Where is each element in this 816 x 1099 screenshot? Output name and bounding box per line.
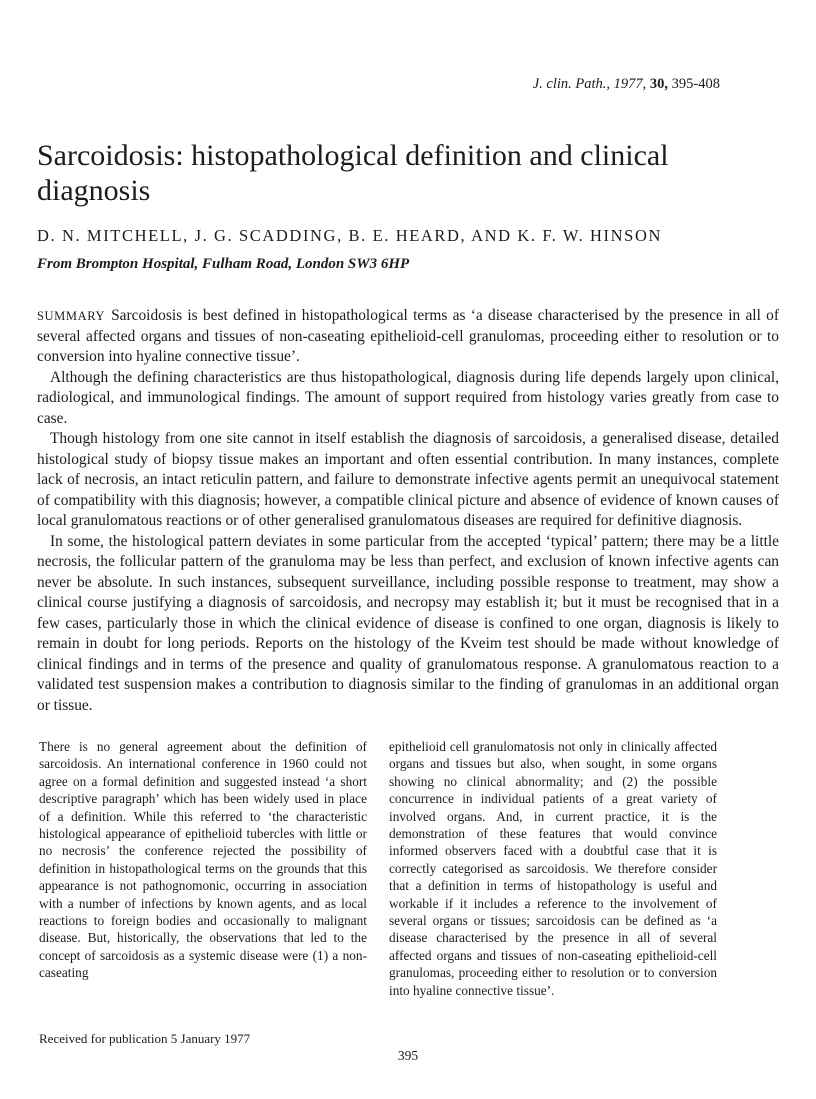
body-paragraph: There is no general agreement about the definition of sarcoidosis. An international conference in 1960 could not agree on a formal definition and suggested instead ‘a short descriptive paragraph’ which has been widely used in place of a definition. While this referred to ‘the characteristic histological appearance of epithelioid tubercles with little or no necrosis’ the conference rejected the possibility of definition in histopathological terms on the grounds that this appearance is not pathognomonic, occurring in association with a number of infections by known agents, and as local reactions to foreign bodies and occasionally to malignant disease. But, historically, the observations that led to the concept of sarcoidosis as a systemic disease were (1) a non-caseating [39, 739, 367, 981]
summary-paragraph: Although the defining characteristics are thus histopathological, diagnosis during life depends largely upon clinical, radiological, and immunological findings. The amount of support required from histology varies greatly from case to case. [37, 368, 779, 427]
summary-paragraph: In some, the histological pattern deviates in some particular from the accepted ‘typical’ pattern; there may be a little necrosis, the follicular pattern of the granuloma may be less than perfect, and exclusion of known infective agents can never be absolute. In such instances, subsequent surveillance, including possible response to treatment, may show a clinical course justifying a diagnosis of sarcoidosis, and necropsy may establish it; but it must be recognised that in a few cases, particularly those in which the clinical evidence of disease is confined to one organ, diagnosis is likely to remain in doubt for long periods. Reports on the histology of the Kveim test should be made without knowledge of clinical findings and in terms of the presence and quality of granulomatous response. A granulomatous reaction to a validated test suspension makes a contribution to diagnosis similar to the finding of granulomas in an additional organ or tissue. [37, 532, 779, 714]
summary-label: SUMMARY [37, 309, 106, 323]
journal-citation [533, 76, 720, 93]
article-title: Sarcoidosis: histopathological definition and clinical diagnosis [37, 139, 669, 207]
journal-name: J. clin. Path., [532, 76, 611, 92]
body-paragraph: epithelioid cell granulomatosis not only in clinically affected organs and tissues but also, when sought, in some organs showing no clinical abnormality; and (2) the possible concurrence in individual patients of a great variety of involved organs. And, in current practice, it is the demonstration of these features that would convince informed observers faced with a doubtful case that it is correctly categorised as sarcoidosis. We therefore consider that a definition in terms of histopathology is useful and workable if it includes a reference to the involvement of several organs or tissues; sarcoidosis can be defined as ‘a disease characterised by the presence in all of several affected organs and tissues of non-caseating epithelioid-cell granulomas, proceeding either to resolution or to conversion into hyaline connective tissue’. [389, 739, 717, 998]
summary-paragraph: Though histology from one site cannot in itself establish the diagnosis of sarcoidosis, a generalised disease, detailed histological study of biopsy tissue makes an important and often essential contribution. In many instances, complete lack of necrosis, an intact reticulin pattern, and failure to demonstrate infective agents permit an unequivocal statement of compatibility with this diagnosis; however, a compatible clinical picture and absence of evidence of known causes of local granulomatous reactions or of other generalised granulomatous diseases are required for definitive diagnosis. [37, 430, 779, 529]
summary-section [37, 306, 779, 716]
authors: D. N. MITCHELL, J. G. SCADDING, B. E. HEARD, AND K. F. W. HINSON [37, 226, 662, 245]
page-number: 395 [397, 1048, 419, 1063]
summary-paragraph [37, 306, 779, 368]
affiliation: From Brompton Hospital, Fulham Road, London SW3 6HP [37, 256, 410, 272]
body-left-column [39, 738, 367, 982]
journal-year: 1977, [613, 76, 647, 92]
journal-pages: 395-408 [671, 76, 720, 92]
body-right-column [389, 738, 717, 999]
received-date: Received for publication 5 January 1977 [39, 1031, 251, 1046]
journal-volume: 30, [649, 76, 669, 92]
summary-text: Sarcoidosis is best defined in histopathological terms as ‘a disease characterised by the presence in all of several affected organs and tissues of non-caseating epithelioid-cell granulomas, proceeding either to resolution or to conversion into hyaline connective tissue’. [37, 307, 779, 365]
